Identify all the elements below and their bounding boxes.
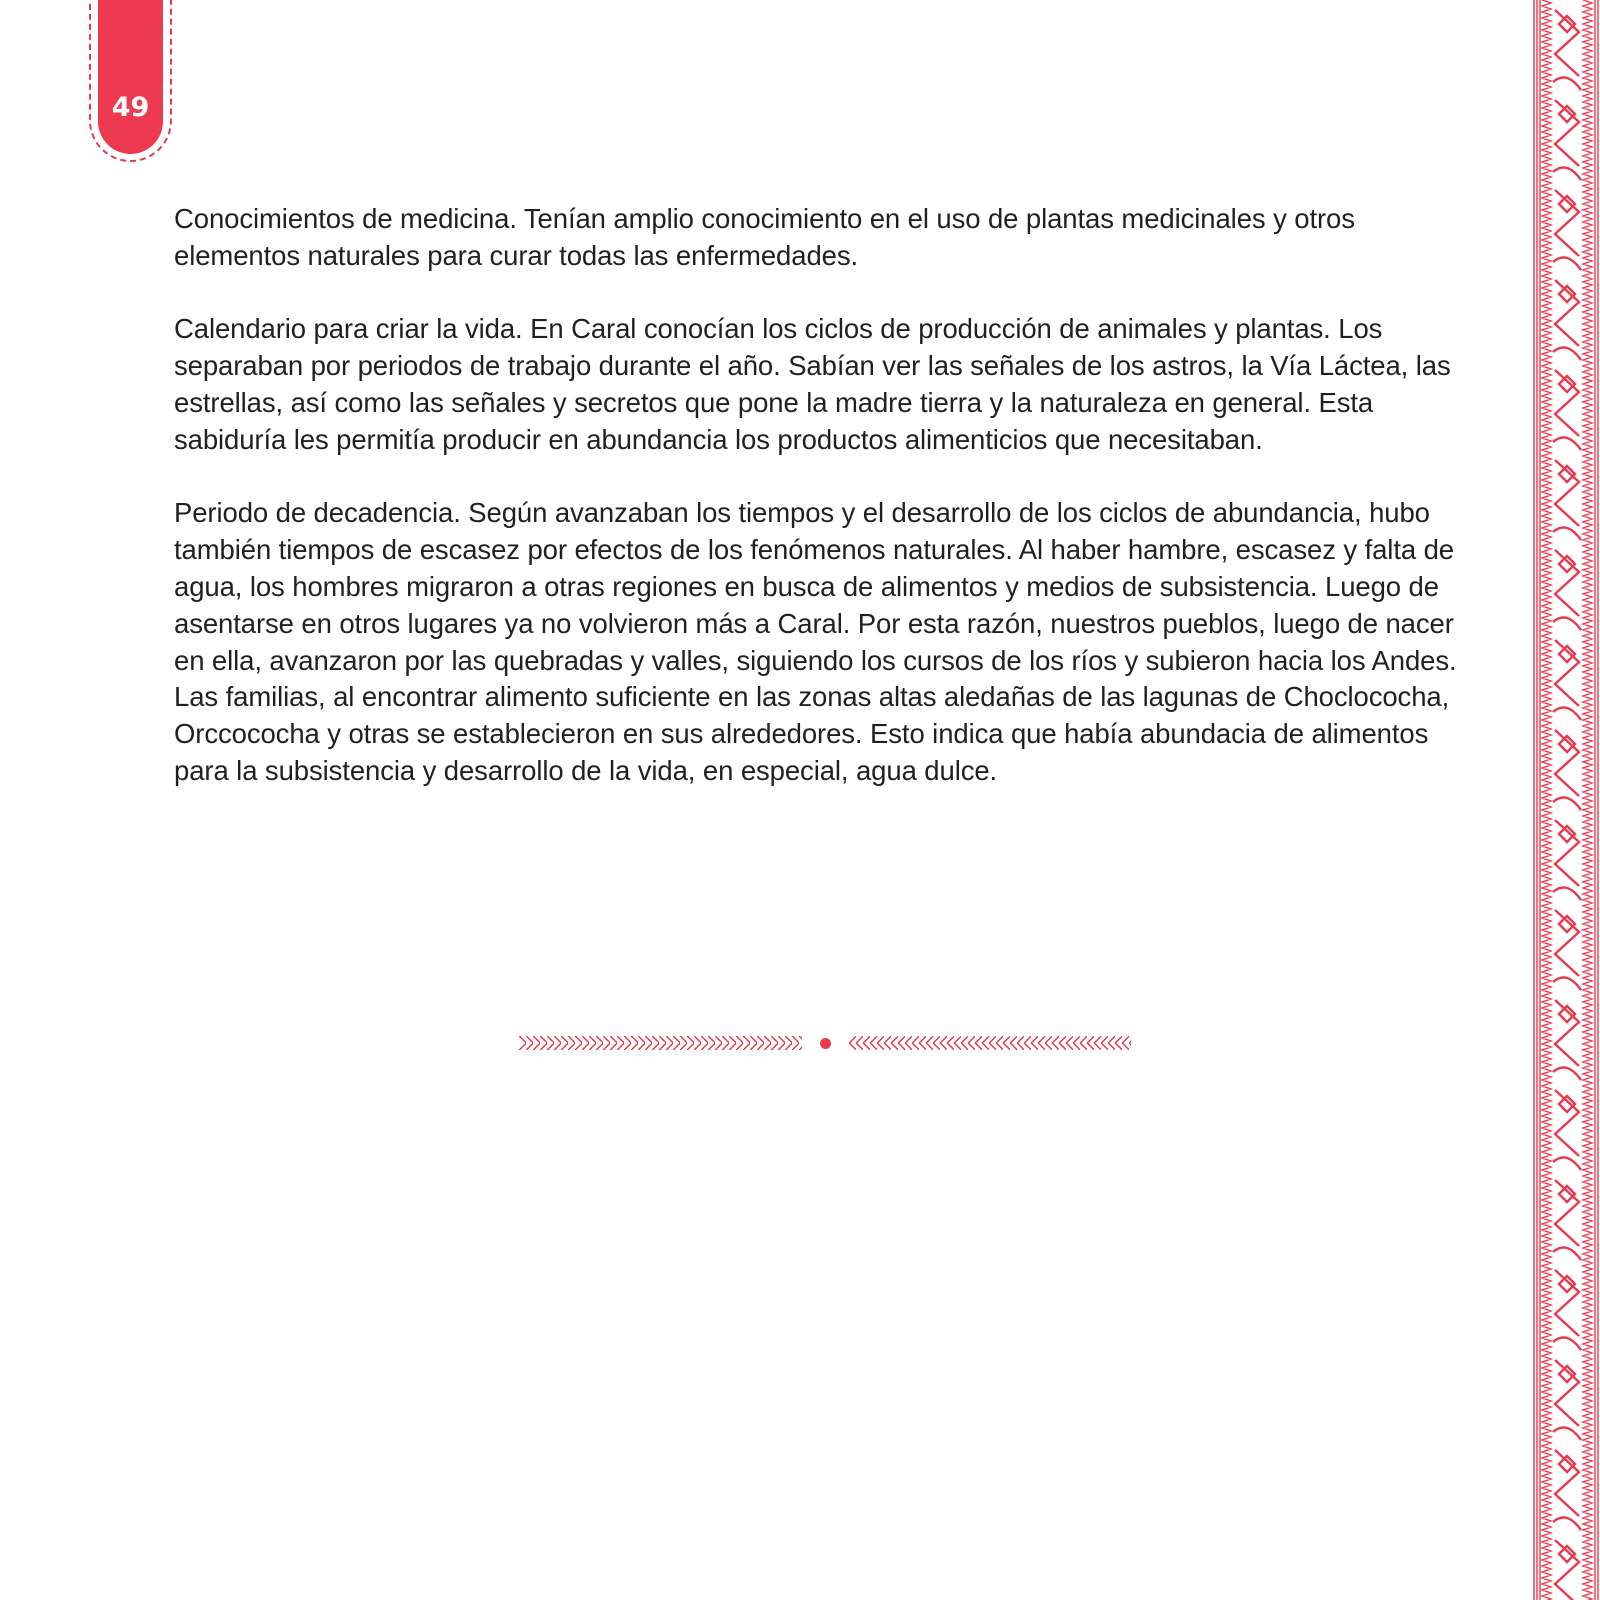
chevron-divider — [519, 1032, 1131, 1054]
paragraph-calendar: Calendario para criar la vida. En Caral conocían los ciclos de producción de animales y plantas. Los separaban por periodos de trabajo durante el año. Sabían ver las señales de los astros, la Vía Láctea, las estrellas, así como las señales y secretos que pone la madre tierra y la naturaleza en general. Esta sabiduría les permitía producir en abundancia los productos alimenticios que necesitaban. — [174, 313, 1451, 455]
right-chevron-band — [849, 1036, 1132, 1050]
textile-border-decoration — [1533, 0, 1600, 1600]
page-number: 49 — [111, 92, 150, 123]
divider-dot — [820, 1038, 831, 1049]
paragraph-decline: Periodo de decadencia. Según avanzaban los tiempos y el desarrollo de los ciclos de abundancia, hubo también tiempos de escasez por efectos de los fenómenos naturales. Al haber hambre, escasez y falta de agua, los hombres migraron a otras regiones en busca de alimentos y medios de subsistencia. Luego de asentarse en otros lugares ya no volvieron más a Caral. Por esta razón, nuestros pueblos, luego de nacer en ella, avanzaron por las quebradas y valles, siguiendo los cursos de los ríos y subieron hacia los Andes. Las familias, al encontrar alimento suficiente en las zonas altas aledañas de las lagunas de Choclococha, Orccococha y otras se establecieron en sus alrededores. Esto indica que había abundacia de alimentos para la subsistencia y desarrollo de la vida, en especial, agua dulce. — [174, 497, 1457, 786]
page-number-tab — [98, 0, 163, 154]
paragraph-medicine: Conocimientos de medicina. Tenían amplio conocimiento en el uso de plantas medicinales y otros elementos naturales para curar todas las enfermedades. — [174, 203, 1355, 271]
left-chevron-band — [519, 1036, 802, 1050]
body-text — [174, 201, 1474, 827]
